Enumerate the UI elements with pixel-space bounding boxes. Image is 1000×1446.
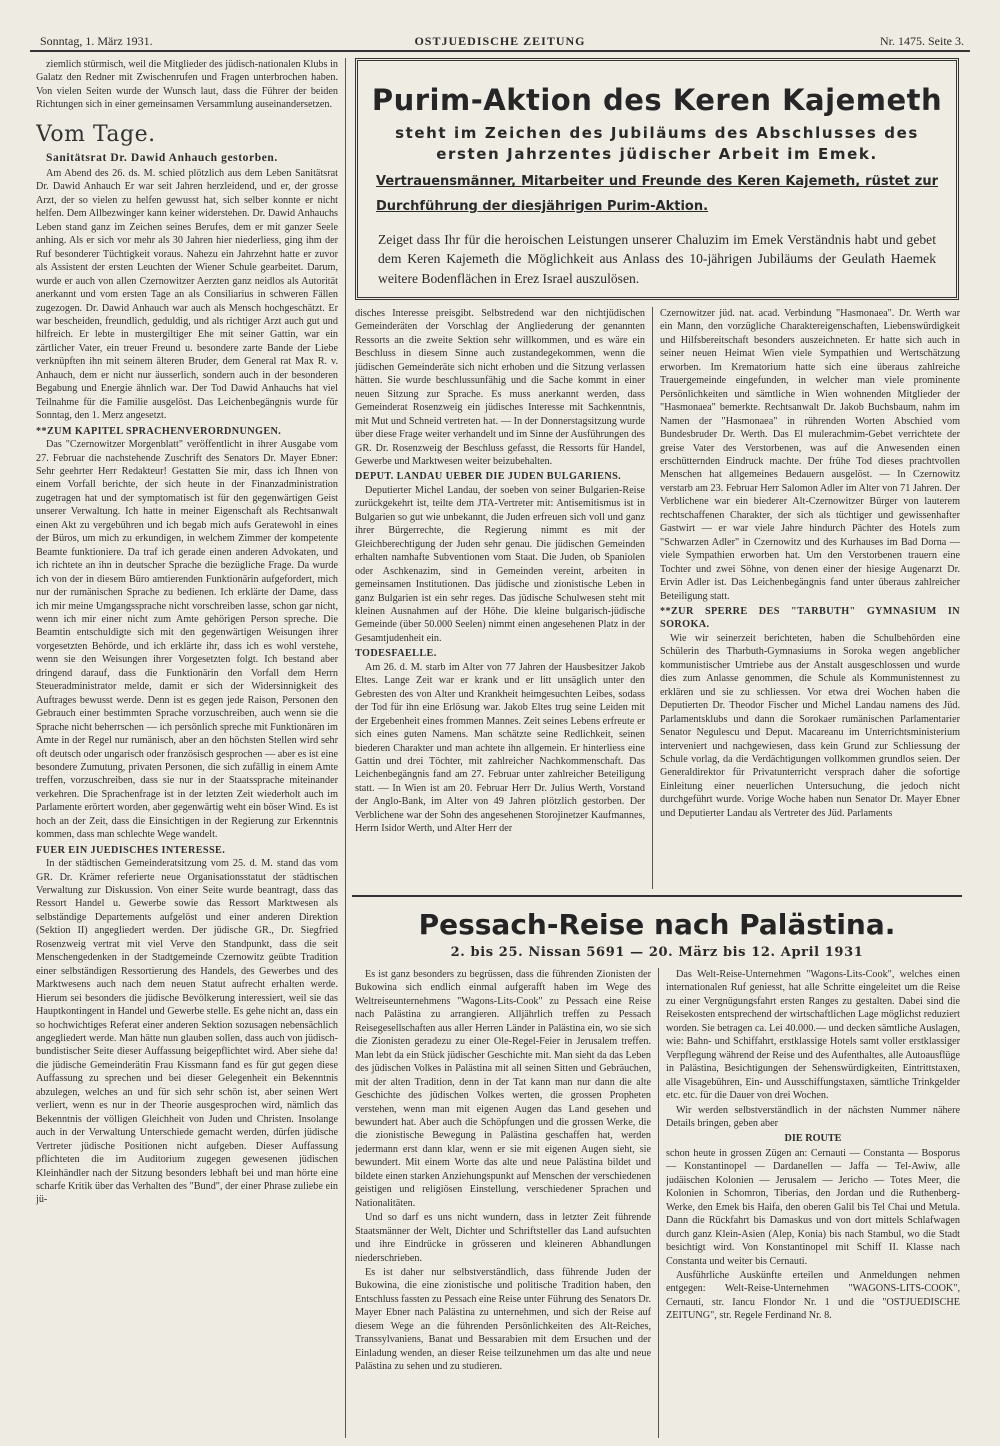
contact-paragraph: Ausführliche Auskünfte erteilen und Anmeldungen nehmen entgegen: Welt-Reise-Unternehmen "WAGONS-LITS-COOK", Cernauti, str. Iancu Flondor Nr. 1 und die "OSTJUEDISCHE ZEITUNG", str. Regele Ferdinand Nr. 8. bbox=[666, 1269, 960, 1322]
article-paragraph-todesfaelle: Am 26. d. M. starb im Alter von 77 Jahren der Hausbesitzer Jakob Eltes. Lange Zeit war er krank und er litt unsäglich unter den Gebresten des von Alter und Krankheit heimgesuchten Leibes, sodass der Tod für ihn eine Erlösung war. Jakob Eltes trug seine Leiden mit der Ergebenheit eines frommen Mannes. Zeit seines Lebens erfreute er sich eines guten Namens. Man schätzte seine Redlichkeit, seinen biederen Charakter und man achtete ihn allgemein. Er hinterliess eine Gattin und drei Töchter, mit zahlreicher Nachkommenschaft. Das Leichenbegängnis fand am 27. Februar unter zahlreicher Beteiligung statt. — In Wien ist am 20. Februar Herr Dr. Julius Werth, Vorstand der Anglo-Bank, im Alter von 49 Jahren plötzlich gestorben. Der Verblichene war der Sohn des angesehenen Storojinetzer Kaufmannes, Herrn Isidor Werth, und Alter Herr der bbox=[355, 661, 645, 835]
column-divider-left bbox=[345, 58, 346, 1438]
route-paragraph: schon heute in grossen Zügen an: Cernauti — Constanta — Bosporus — Konstantinopel — Dardanellen — Jaffa — Tel-Awiw, alle judäischen Kolonien — Jerusalem — Jericho — Totes Meer, die Kolonien in Schomron, Tiberias, den Jordan und die Ruthenberg-Werke, den Emek bis Haifa, den oberen Galil bis Tel Chai und Metula. Dann die Rückfahrt bis Damaskus und von dort mittels Schlafwagen durch ganz Klein-Asien (Alep, Konia) bis nach Stambul, wo die Stadt besichtigt wird. Von Konstantinopel mit Schiff II. Klasse nach Constanta und weiter bis Cernauti. bbox=[666, 1147, 960, 1267]
purim-subtitle: steht im Zeichen des Jubiläums des Abschlusses des ersten Jahrzentes jüdischer Arbeit im Emek. bbox=[395, 124, 919, 163]
pessach-paragraph-3: Es ist daher nur selbstverständlich, dass führende Juden der Bukowina, die eine zionistische und politische Tradition haben, den Entschluss fassten zu Pessach eine Reise unter Führung des Senators Dr. Mayer Ebner nach Palästina zu unternehmen, und sich der Reise auf diesem Wege an die führenden Persönlichkeiten des Alt-Reiches, Transsylvaniens, Banat und Bessarabien mit dem Ersuchen und der Einladung wenden, an dieser Reise teilzunehmen um das alte und neue Palästina zu sehen und zu studieren. bbox=[355, 1266, 651, 1373]
pessach-title: Pessach-Reise nach Palästina. bbox=[418, 908, 896, 941]
issue-number-page bbox=[880, 34, 964, 49]
article-heading-juedisches-interesse: FUER EIN JUEDISCHES INTERESSE. bbox=[36, 844, 226, 856]
right-continuation-paragraph: Czernowitzer jüd. nat. acad. Verbindung "Hasmonaea". Dr. Werth war ein Mann, den vorzügliche Charaktereigenschaften, Liebenswürdigkeit und Hilfsbereitschaft besonders auszeichneten. Er hatte sich auch in seiner neuen Heimat Wien viele Sympathien und Wertschätzung erworben. Im Krematorium hatte sich eine überaus zahlreiche Trauergemeinde eingefunden, in welcher man viele prominente Persönlichkeiten und sämtliche in Wien wohnenden Mitglieder der "Hasmonaea" bemerkte. Rechtsanwalt Dr. Jakob Buchsbaum, nahm im Namen der "Hasmonaea" in rührenden Worten Abschied vom Bundesbruder Dr. Werth. Das El mulerachmim-Gebet verrichtete der greise Vater des Verstorbenen, was auf die Anwesenden einen erschütternden Eindruck machte. Der frühe Tod dieses prachtvollen Menschen hat allgemeines Bedauern ausgelöst. — In Czernowitz verstarb am 23. Februar Herr Salomon Adler im Alter von 71 Jahren. Der Verblichene war ein biederer Alt-Czernowitzer Bürger von lauterem rechtschaffenen Charakter, der sich als tüchtiger und gewissenhafter Gastwirt — er war viele Jahre hindurch Pächter des Hotels zum "Schwarzen Adler" in Czernowitz und des Kurhauses im Bad Dorna — viele Sympathien erworben hat. Um den Verstorbenen trauern eine Tochter und zwei Söhne, von denen einer der hiesige Augenarzt Dr. Ervin Adler ist. Das Leichenbegängnis fand unter überaus zahlreicher Beteiligung statt. bbox=[660, 308, 960, 602]
masthead bbox=[30, 30, 970, 52]
paper-name: OSTJUEDISCHE ZEITUNG bbox=[414, 34, 586, 48]
column-divider-pessach bbox=[658, 968, 659, 1438]
left-column bbox=[36, 58, 338, 1438]
article-paragraph-juedisches-interesse: In der städtischen Gemeinderatsitzung vom 25. d. M. stand das vom GR. Dr. Krämer referierte neue Organisationsstatut der städtischen Verwaltung zur Diskussion. Von einer Seite wurde beantragt, dass das Ressort Handel u. Gewerbe sowie das Ressort Marktwesen als selbständige Departements aufgelöst und einer anderen Direktion (Sektion II) angegliedert werden. Der jüdische GR., Dr. Siegfried Rosenzweig vertrat mit viel Verve den Standpunkt, dass die seit Menschengedenken in der Stadtgemeinde Czernowitz geübte Tradition einer selbständigen Ressortierung des Handels, des Gewerbes und des Marktwesens auch nach dem neuen Statut aufrecht erhalten werde. Hierum sei besonders die jüdische Bevölkerung interessiert, weil sie das Hauptkontingent in Handel und Gewerbe stelle. Es gehe nicht an, dass ein so hochwichtiges Referat einer anderen Sektion sozusagen nebensächlich angegliedert werde. Man hätte nun glauben sollen, dass auch von jüdisch-bundistischer Seite dieser Auffassung beigepflichtet wird. Aber siehe da! die jüdische Gemeinderätin Frau Kissmann fand es für gut gegen diese Auffassung zu sprechen und bei dieser Gelegenheit ein Bekenntnis abzulegen, welches an und für sich sehr schön ist, aber seinen Wert verliert, wenn es nur in der Theorie ausgesprochen wird, nämlich das Bekenntnis der völligen Gleichheit von Juden und Christen. Insolange auch in der Verwaltung Unterschiede gemacht werden, dürfen jüdische Vertreter jüdische Positionen nicht aufgeben. Dieser Auffassung pflichteten die im Auditorium zugegen gewesenen jüdischen Kleinhändler nach der Sitzung besonders lebhaft bei und man hörte eine scharfe Kritik über das Verhalten des "Bund", der einer Phrase zuliebe ein jü- bbox=[36, 858, 338, 1206]
column-divider-right bbox=[652, 307, 653, 889]
pessach-left-column bbox=[355, 968, 651, 1438]
middle-continuation-paragraph: disches Interesse preisgibt. Selbstredend war den nichtjüdischen Gemeinderäten der Vorschlag der Angliederung der genannten Ressorts an die zweite Sektion sehr willkommen, und es wäre ein Beschluss in diesem Sinne auch zustandegekommen, wenn die jüdischen Gemeinderäte sich nicht erhoben und die Sitzung verlassen hätten. Sie wurde beschlussunfähig und die Sache kommt in einer neuen Sitzung zur Sprache. Es muss anerkannt werden, dass Gemeinderat Rosenzweig ein jüdisches Interesse mit Sachkenntnis, mit Mut und Schneid vertreten hat. — In der Donnerstagsitzung wurde über diese Frage weiter verhandelt und im Sinne der Ausführungen des GR. Dr. Rosenzweig der Beschluss gefasst, die Ressorts für Handel, Gewerbe und Marktwesen weiter beizubehalten. bbox=[355, 308, 645, 467]
section-title-vom-tage: Vom Tage. bbox=[36, 121, 156, 147]
pessach-right-column bbox=[666, 968, 960, 1438]
article-paragraph-tarbuth-soroka: Wie wir seinerzeit berichteten, haben die Schulbehörden eine Schülerin des Tharbuth-Gymnasiums in Soroka wegen angeblicher kommunistischer Umtriebe aus der Anstalt ausgeschlossen und wurde dies zum Anlasse genommen, die Schule als Kommunistennest zu erklären und sie zu schliessen. Vor etwa drei Wochen haben die Deputierten Dr. Theodor Fischer und Michel Landau namens des Jüd. Parlamentsklubs und dann die Sorokaer rumänischen Parlamentarier Senator Negulescu und Deput. Macareanu im Unterrichtsministerium interveniert und nachgewiesen, dass kein Grund zur Schliessung der Schule vorlag, da die Verdächtigungen vollkommen grundlos seien. Der Generaldirektor für Privatunterricht versprach daher die sofortige Einleitung einer neuerlichen Untersuchung, die jedoch nicht durchgeführt wurde. Vorige Woche haben nun Senator Dr. Mayer Ebner und Deputierter Landau als Vertreter des Jüd. Parlaments bbox=[660, 632, 960, 819]
purim-title: Purim-Aktion des Keren Kajemeth bbox=[371, 83, 943, 117]
article-heading-todesfaelle: TODESFAELLE. bbox=[355, 648, 437, 660]
article-heading-tarbuth-soroka: **ZUR SPERRE DES "TARBUTH" GYMNASIUM IN SOROKA. bbox=[660, 605, 960, 631]
pessach-costs-paragraph: Das Welt-Reise-Unternehmen "Wagons-Lits-Cook", welches einen internationalen Ruf geniesst, hat alle Schritte eingeleitet um die Reise zu einer Vergnügungsfahrt ersten Ranges zu gestalten. Dabei sind die Reisekosten entsprechend der wirtschaftlichen Lage möglichst reduziert worden. Sie betragen ca. Lei 40.000.— und decken sämtliche Auslagen, wie: Bahn- und Schiffahrt, erstklassige Hotels samt voller erstklassiger Verpflegung während der Reise und des Aufenthaltes, alle Autoausflüge in Palästina, Besichtigungen der Sehenswürdigkeiten, Eintrittstaxen, alle Visagebühren, Ein- und Ausschiffungstaxen, sämtliche Trinkgelder etc. etc. für die Dauer von drei Wochen. bbox=[666, 969, 960, 1102]
pessach-details-paragraph: Wir werden selbstverständlich in der nächsten Nummer nähere Details bringen, geben aber bbox=[666, 1104, 960, 1129]
issue-number: Nr. 1475. bbox=[880, 34, 925, 48]
right-column bbox=[660, 307, 960, 889]
article-heading-landau-bulgarien: DEPUT. LANDAU UEBER DIE JUDEN BULGARIENS. bbox=[355, 471, 622, 483]
left-intro-paragraph: ziemlich stürmisch, weil die Mitglieder des jüdisch-nationalen Klubs in Galatz den Redner mit Zwischenrufen und Fragen unterbrochen haben. Von vielen Seiten wurde der Wunsch laut, dass die Führer der beiden Richtungen sich in einer gemeinsamen Versammlung auseinandersetzen. bbox=[36, 59, 338, 111]
purim-advertisement bbox=[355, 58, 959, 300]
pessach-paragraph-1: Es ist ganz besonders zu begrüssen, dass die führenden Zionisten der Bukowina sich endlich einmal aufgerafft haben im Wege des Weltreiseunternehmens "Wagons-Lits-Cook" zu Pessach eine Reise nach Palästina zu arrangieren. Alljährlich treffen zu Pessach Reisegesellschaften aus aller Herren Länder in Palästina ein, wo sie sich die Zionisten geradezu zu einer Ole-Regel-Feier in Jerusalem treffen. Man lebt da ein Stück jüdischer Geschichte mit. Man sieht da das Leben des jüdischen Volkes in Palästina mit all seinen Sitten und Gebräuchen, mit der alten Tradition, denn in der Tat kann man nur dann die alte Geschichte des jüdischen Volkes werten, die grossen Propheten verstehen, wenn man mit eigenen Augen das Land gesehen und bewundert hat. Aber auch die Schöpfungen und die grossen Werke, die die zionistische Bewegung in Palästina geschaffen hat, werden jedermann erst dann klar, wenn er sie mit eigenen Augen sieht, sie bewundert. Mit einem Worte das alte und neue Palästina bildet und bildete einen starken Anziehungspunkt auf Menschen der verschiedenen geistigen und religiösen Einstellung, verschiedener Sprachen und Nationalitäten. bbox=[355, 969, 651, 1209]
article-paragraph-sprachenverordnungen: Das "Czernowitzer Morgenblatt" veröffentlicht in ihrer Ausgabe vom 27. Februar die nachstehende Zuschrift des Senators Dr. Mayer Ebner: Sehr geehrter Herr Redakteur! Gestatten Sie mir, dass ich Ihnen von einem Vorfall berichte, der sich heute in der Finanzadministration zugetragen hat und der symptomatisch ist für den gegenwärtigen Geist unserer Verwaltung. Ich hatte in meiner Eigenschaft als Rechtsanwalt einen Akt zu vergebühren und ich begab mich aufs Geratewohl in eines der Büros, um mich zu erkundigen, in welchem Zimmer der kompetente Beamte funktioniere. Da traf ich gerade einen anderen Advokaten, und ich richtete an ihn in deutscher Sprache die bezügliche Frage. Da wurde ich von der in diesem Büro amtierenden Funktionärin aufgefordert, mich nur der rumänischen Sprache zu bedienen. Ich erklärte der Dame, dass ich mir meine Umgangssprache nicht vorschreiben lasse, schon gar nicht, wenn ich mir einer nicht zum Amte gehörigen Person spreche. Die Beamtin entschuldigte sich mit den gegenwärtigen Weisungen ihrer vorgesetzten Behörde, und ich erklärte ihr, dass ich es wohl verstehe, wenn sie den Weisungen ihrer Vorgesetzten folgt. Ich bestand aber dringend darauf, dass die Funktionärin den Vorfall dem Herrn Steueradministrator melde, damit er sich der Widersinnigkeit des Auftrages bewusst werde. Denn ist es gegen jede Raison, Personen den Gebrauch einer bestimmten Sprache vorzuschreiben, auch wenn sie die Sprache nicht beherrschen — ich persönlich spreche mit Funktionären im Amte in der Regel nur rumänisch, aber an den höchsten Stellen wird sehr oft deutsch oder ungarisch oder französisch gesprochen — aber es ist eine besondere Zumutung, privaten Personen, die sich zufällig in einem Amte treffen, vorzuschreiben, dass sie nur in der Staatssprache miteinander verkehren. Die Sprachenfrage ist in der letzten Zeit wiederholt auch im Parlamente erörtert worden, aber gegenwärtig weht ein böser Wind. Es ist hoch an der Zeit, dass die Einsichtigen in der Regierung zur Erkenntnis kommen, dass man schlechte Wege wandelt. bbox=[36, 439, 338, 841]
section-separator-pessach bbox=[352, 895, 962, 897]
article-paragraph-landau-bulgarien: Deputierter Michel Landau, der soeben von seiner Bulgarien-Reise zurückgekehrt ist, teilte dem JTA-Vertreter mit: Antisemitismus ist in Bulgarien so gut wie unbekannt, die Juden erfreuen sich voll und ganz ihrer Bürgerrechte, die Regierung nimmt es mit der Gleichberechtigung der Juden sehr genau. Die jüdischen Gemeinden erhalten namhafte Subventionen vom Staat. Die Juden, ob Spaniolen oder Aschkenazim, sind in Gemeinden vereint, arbeiten in gemeinsamen Institutionen. Das jüdische und zionistische Leben in ganz Bulgarien ist ein sehr reges. Das jüdische Schulwesen steht mit kleinen Ausnahmen auf der Höhe. Die kleine bulgarisch-jüdische Gemeinde (über 50.000 Seelen) nimmt einen angesehenen Platz in der Gesamtjudenheit ein. bbox=[355, 484, 645, 644]
pessach-paragraph-2: Und so darf es uns nicht wundern, dass in letzter Zeit führende Staatsmänner der Welt, Dichter und Schriftsteller das Land aufsuchten und ihre Eindrücke in grösseren und kleineren Abhandlungen niederschrieben. bbox=[355, 1212, 651, 1264]
purim-callout: Vertrauensmänner, Mitarbeiter und Freunde des Keren Kajemeth, rüstet zur Durchführung der diesjährigen Purim-Aktion. bbox=[376, 174, 938, 215]
page-number: Seite 3. bbox=[928, 34, 964, 48]
route-heading: DIE ROUTE bbox=[784, 1133, 842, 1145]
obituary-heading: Sanitätsrat Dr. Dawid Anhauch gestorben. bbox=[46, 151, 278, 164]
obituary-paragraph: Am Abend des 26. ds. M. schied plötzlich aus dem Leben Sanitätsrat Dr. Dawid Anhauch Er war seit Jahren herzleidend, und er, der grosse Arzt, der so vielen zu helfen gewusst hat, sich selber konnte er nicht helfen. Dem Allbezwinger kann keiner widerstehen. Dr. Dawid Anhauchs Leben stand ganz im Zeichen seines Berufes, dem er mit ganzer Seele anhing. Als er sich vor mehr als 30 Jahren hier niederliess, ging ihm der Ruf besonderer Tüchtigkeit voraus. Nahezu ein Jahrzehnt hatte er zuvor als Assistent der ersten Leuchten der Wiener Schule gearbeitet. Darum, wurde er auch von allen Czernowitzer Aerzten ganz neidlos als Autorität anerkannt und vom ersten Tage an als Consiliarius in schweren Fällen zugezogen. Dr. Dawid Anhauch war auch als Mensch hochgeschätzt. Er war bescheiden, freundlich, geduldig, und als richtiger Arzt auch gut und hilfreich. Er lebte in mustergiltiger Ehe mit seiner Gattin, war ein zärtlicher Vater, ein treuer Freund u. besondere zarte Bande der Liebe verknüpften ihn mit seinem älteren Bruder, dem General rat Max R. v. Anhauch, dem er nicht nur äusserlich, sondern auch in der besonderen Begabung und Energie ähnlich war. Der Tod Dawid Anhauchs hat viel Teilnahme für die Familie ausgelöst. Das Leichenbegängnis wurde für Sonntag, den 1. Merz angesetzt. bbox=[36, 168, 338, 422]
purim-body: Zeiget dass Ihr für die heroischen Leistungen unserer Chaluzim im Emek Verständnis habt und gebet dem Keren Kajemeth die Möglichkeit aus Anlass des 10-jährigen Jubiläums der Geulath Haemek weitere Bodenflächen in Erez Israel auszulösen. bbox=[378, 231, 936, 287]
middle-column bbox=[355, 307, 645, 889]
issue-date: Sonntag, 1. März 1931. bbox=[40, 34, 153, 48]
article-heading-sprachenverordnungen: **ZUM KAPITEL SPRACHENVERORDNUNGEN. bbox=[36, 425, 282, 437]
pessach-dates: 2. bis 25. Nissan 5691 — 20. März bis 12. April 1931 bbox=[450, 945, 864, 960]
